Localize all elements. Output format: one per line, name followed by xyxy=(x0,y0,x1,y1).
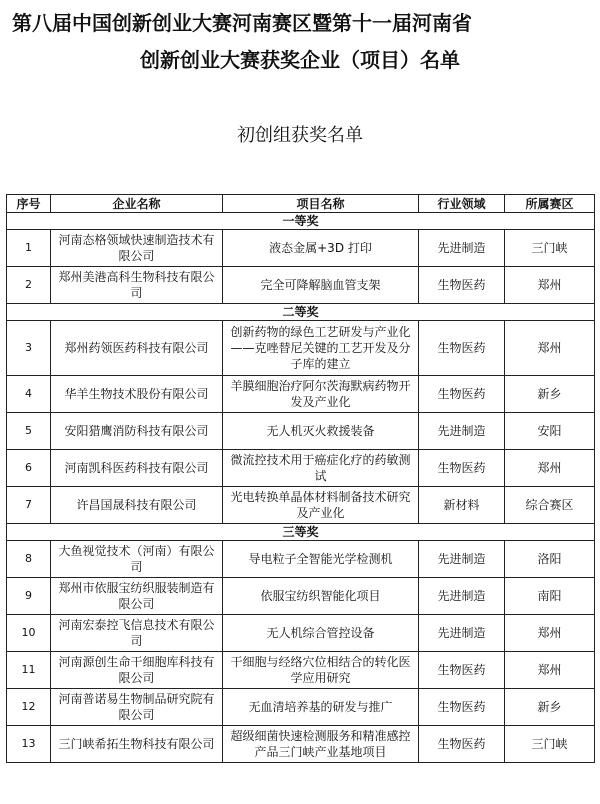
table-row xyxy=(7,413,595,450)
cell-company: 三门峡希拓生物科技有限公司 xyxy=(51,726,223,763)
cell-region: 安阳 xyxy=(505,413,595,450)
cell-region: 郑州 xyxy=(505,450,595,487)
table-row xyxy=(7,267,595,304)
cell-project: 羊膜细胞治疗阿尔茨海默病药物开发及产业化 xyxy=(223,376,419,413)
cell-region: 新乡 xyxy=(505,376,595,413)
cell-company: 河南源创生命干细胞库科技有限公司 xyxy=(51,652,223,689)
table-row xyxy=(7,376,595,413)
table-row xyxy=(7,541,595,578)
section-label: 三等奖 xyxy=(7,524,595,541)
cell-region: 新乡 xyxy=(505,689,595,726)
table-row xyxy=(7,321,595,376)
table-row xyxy=(7,726,595,763)
document-title-line2: 创新创业大赛获奖企业（项目）名单 xyxy=(140,48,460,72)
cell-company: 郑州美港高科生物科技有限公司 xyxy=(51,267,223,304)
cell-field: 生物医药 xyxy=(419,689,505,726)
cell-no: 3 xyxy=(7,321,51,376)
cell-company: 郑州市依服宝纺织服装制造有限公司 xyxy=(51,578,223,615)
cell-project: 无血清培养基的研发与推广 xyxy=(223,689,419,726)
cell-field: 生物医药 xyxy=(419,450,505,487)
cell-project: 创新药物的绿色工艺研发与产业化 ——克唑替尼关键的工艺开发及分子库的建立 xyxy=(223,321,419,376)
cell-field: 生物医药 xyxy=(419,267,505,304)
cell-company: 河南宏泰控飞信息技术有限公司 xyxy=(51,615,223,652)
header-no: 序号 xyxy=(7,195,51,213)
cell-field: 新材料 xyxy=(419,487,505,524)
cell-company: 河南凯科医药科技有限公司 xyxy=(51,450,223,487)
cell-no: 12 xyxy=(7,689,51,726)
cell-region: 三门峡 xyxy=(505,726,595,763)
cell-company: 郑州药领医药科技有限公司 xyxy=(51,321,223,376)
cell-company: 大鱼视觉技术（河南）有限公司 xyxy=(51,541,223,578)
section-row xyxy=(7,524,595,541)
table-row xyxy=(7,230,595,267)
cell-field: 先进制造 xyxy=(419,541,505,578)
cell-field: 先进制造 xyxy=(419,615,505,652)
cell-no: 11 xyxy=(7,652,51,689)
cell-region: 郑州 xyxy=(505,267,595,304)
cell-project: 光电转换单晶体材料制备技术研究及产业化 xyxy=(223,487,419,524)
cell-project: 依服宝纺织智能化项目 xyxy=(223,578,419,615)
table-header-row xyxy=(7,195,595,213)
cell-field: 先进制造 xyxy=(419,230,505,267)
table-row xyxy=(7,450,595,487)
cell-project: 导电粒子全智能光学检测机 xyxy=(223,541,419,578)
cell-region: 郑州 xyxy=(505,652,595,689)
cell-no: 4 xyxy=(7,376,51,413)
cell-no: 5 xyxy=(7,413,51,450)
cell-no: 2 xyxy=(7,267,51,304)
cell-project: 无人机综合管控设备 xyxy=(223,615,419,652)
cell-no: 6 xyxy=(7,450,51,487)
awards-table xyxy=(6,194,595,763)
header-project: 项目名称 xyxy=(223,195,419,213)
table-row xyxy=(7,615,595,652)
table-row xyxy=(7,689,595,726)
cell-no: 13 xyxy=(7,726,51,763)
cell-no: 1 xyxy=(7,230,51,267)
cell-project: 干细胞与经络穴位相结合的转化医学应用研究 xyxy=(223,652,419,689)
cell-company: 安阳猎鹰消防科技有限公司 xyxy=(51,413,223,450)
header-company: 企业名称 xyxy=(51,195,223,213)
cell-company: 河南态格领域快速制造技术有限公司 xyxy=(51,230,223,267)
cell-region: 南阳 xyxy=(505,578,595,615)
document-title-line1: 第八届中国创新创业大赛河南赛区暨第十一届河南省 xyxy=(12,11,472,35)
cell-no: 10 xyxy=(7,615,51,652)
header-region: 所属赛区 xyxy=(505,195,595,213)
cell-field: 先进制造 xyxy=(419,578,505,615)
cell-company: 华羊生物技术股份有限公司 xyxy=(51,376,223,413)
section-label: 二等奖 xyxy=(7,304,595,321)
table-row xyxy=(7,487,595,524)
cell-no: 9 xyxy=(7,578,51,615)
section-row xyxy=(7,304,595,321)
cell-project: 超级细菌快速检测服务和精准感控产品三门峡产业基地项目 xyxy=(223,726,419,763)
cell-company: 河南普诺易生物制品研究院有限公司 xyxy=(51,689,223,726)
header-field: 行业领域 xyxy=(419,195,505,213)
table-row xyxy=(7,578,595,615)
document-subtitle: 初创组获奖名单 xyxy=(237,125,363,146)
cell-field: 生物医药 xyxy=(419,726,505,763)
cell-project: 无人机灭火救援装备 xyxy=(223,413,419,450)
cell-region: 洛阳 xyxy=(505,541,595,578)
cell-field: 生物医药 xyxy=(419,376,505,413)
section-label: 一等奖 xyxy=(7,213,595,230)
cell-no: 7 xyxy=(7,487,51,524)
cell-project: 液态金属+3D 打印 xyxy=(223,230,419,267)
cell-region: 三门峡 xyxy=(505,230,595,267)
cell-region: 郑州 xyxy=(505,321,595,376)
cell-field: 先进制造 xyxy=(419,413,505,450)
cell-region: 综合赛区 xyxy=(505,487,595,524)
section-row xyxy=(7,213,595,230)
cell-field: 生物医药 xyxy=(419,652,505,689)
cell-field: 生物医药 xyxy=(419,321,505,376)
cell-region: 郑州 xyxy=(505,615,595,652)
cell-project: 微流控技术用于癌症化疗的药敏测试 xyxy=(223,450,419,487)
table-row xyxy=(7,652,595,689)
cell-project: 完全可降解脑血管支架 xyxy=(223,267,419,304)
cell-company: 许昌国晟科技有限公司 xyxy=(51,487,223,524)
cell-no: 8 xyxy=(7,541,51,578)
